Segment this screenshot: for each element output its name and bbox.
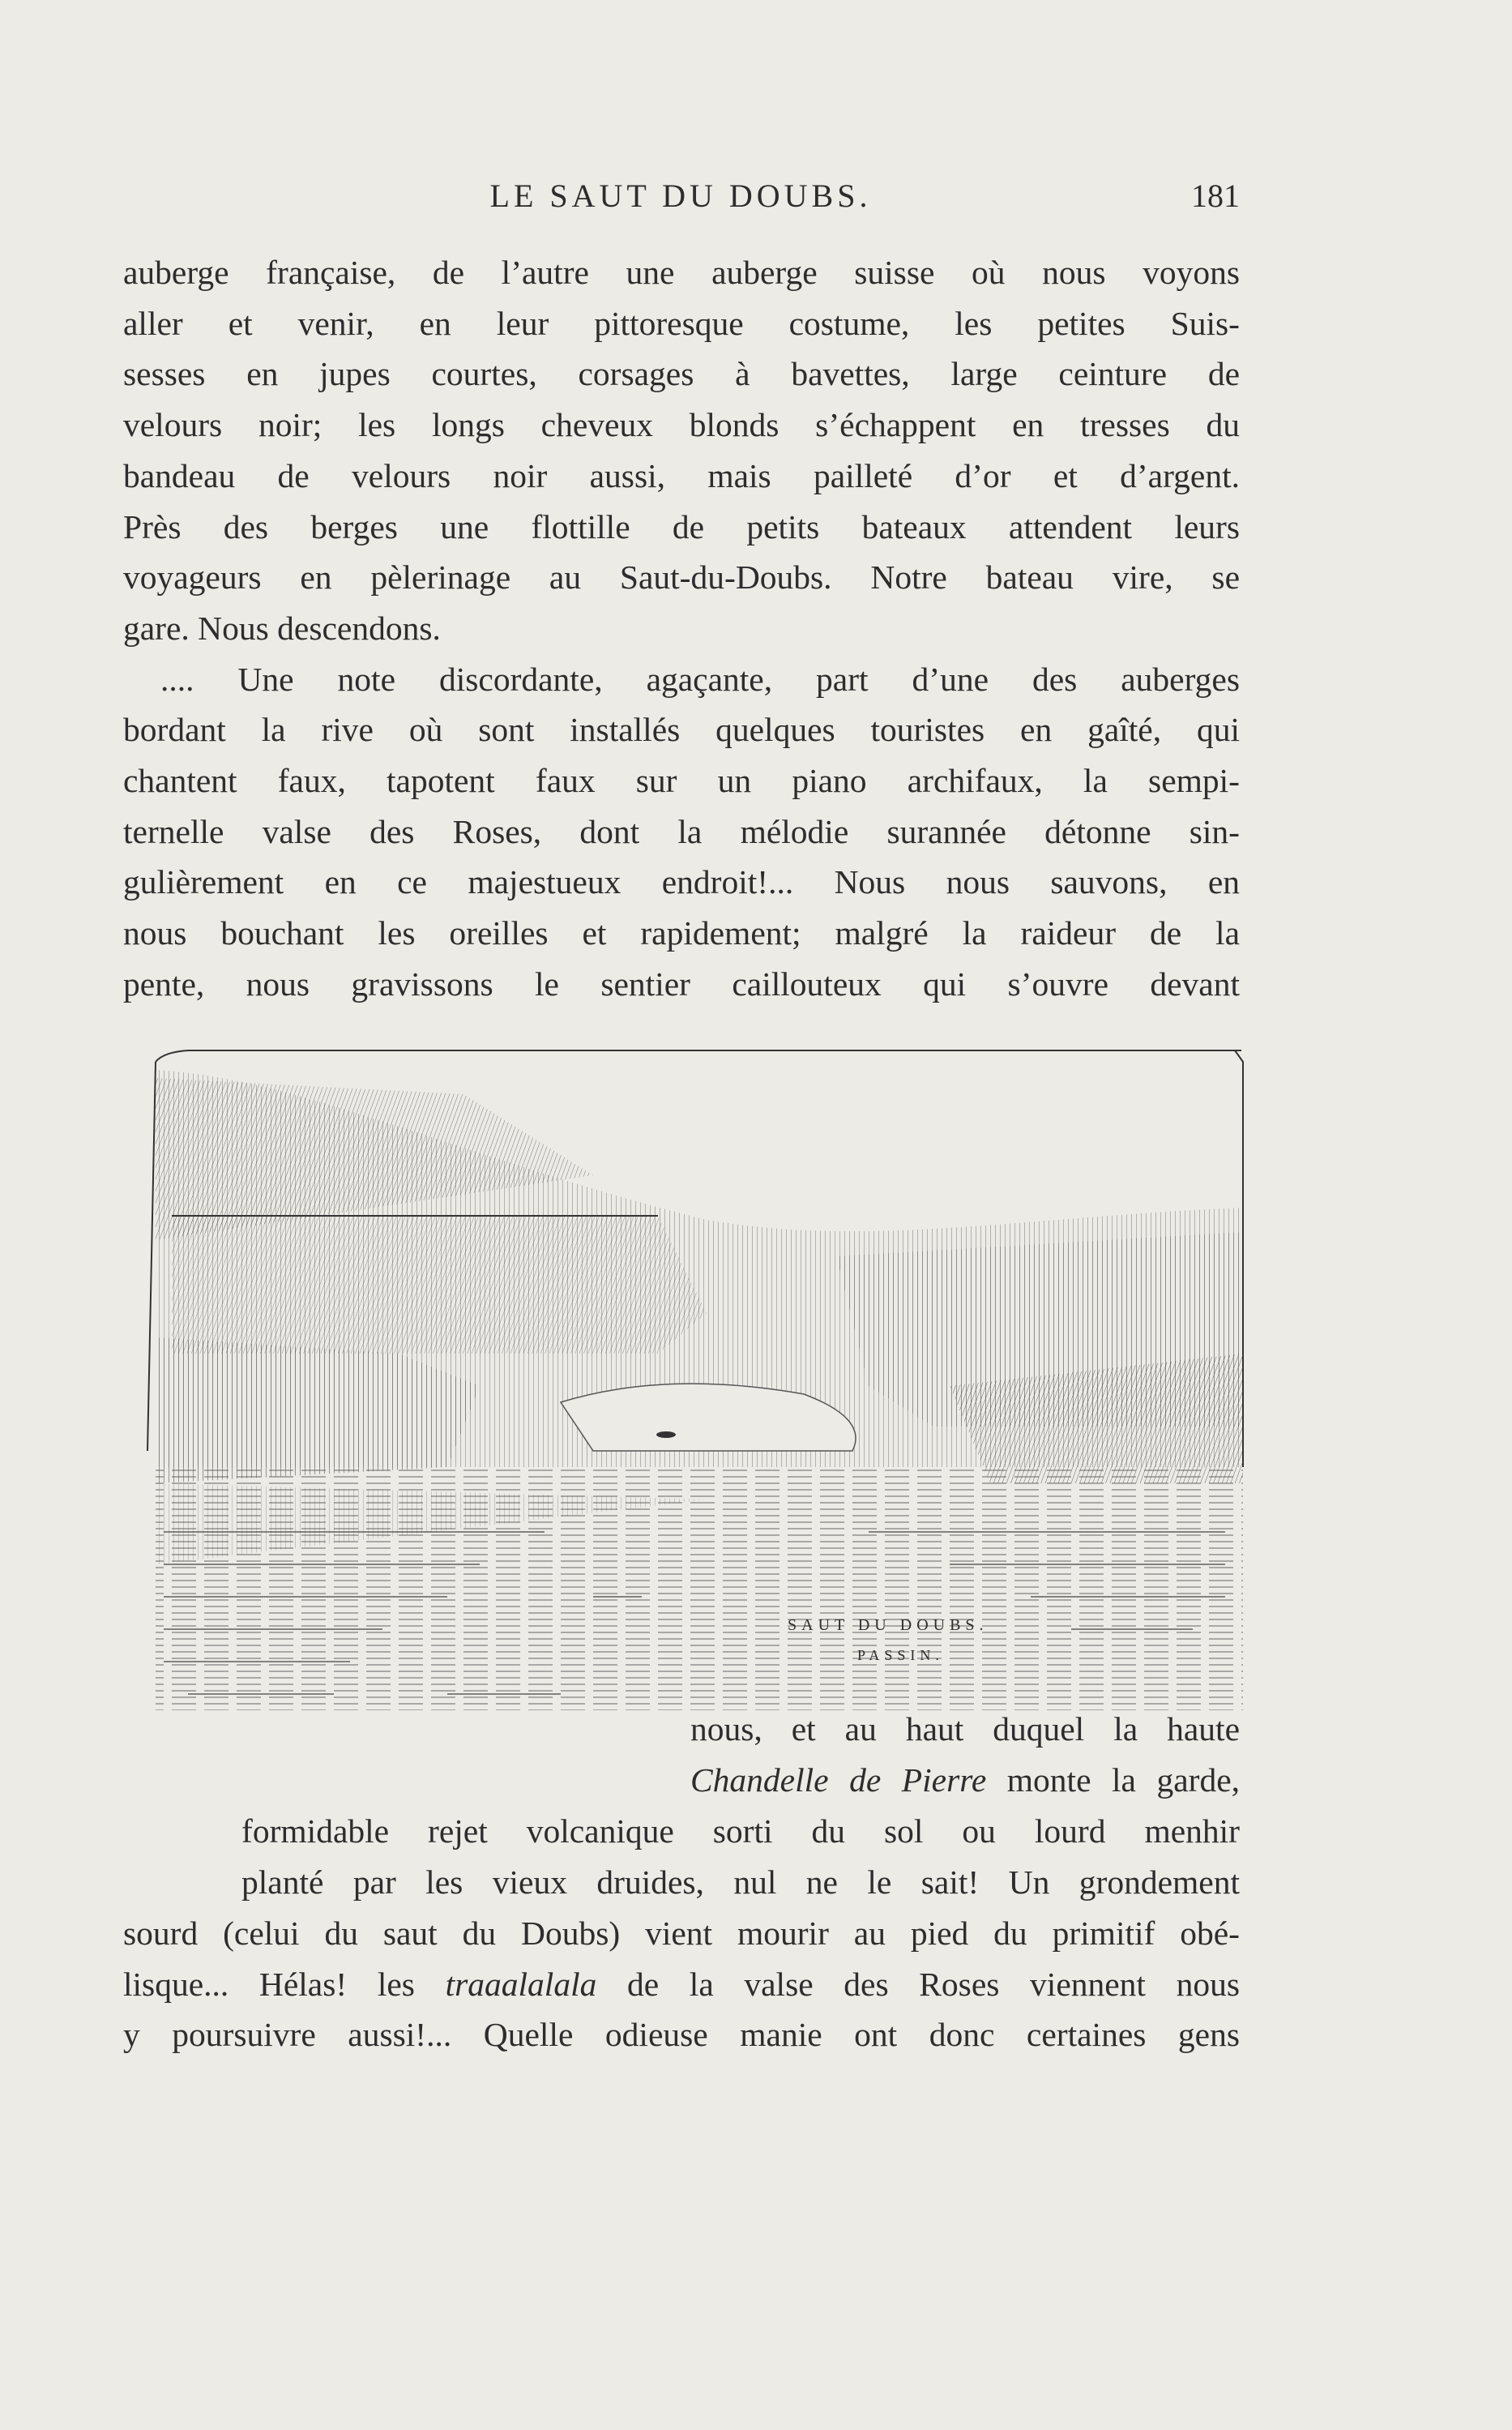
text-line xyxy=(123,1959,1240,2010)
frame-line xyxy=(156,1050,1241,1062)
text-fragment: monte la garde, xyxy=(986,1760,1240,1799)
left-cliff xyxy=(172,1216,707,1354)
text-line: voyageurs en pèlerinage au Saut-du-Doubs. Notre bateau vire, se xyxy=(123,558,1240,597)
bottom-paragraph xyxy=(123,1908,1240,2060)
text-line: bandeau de velours noir aussi, mais pailleté d’or et d’argent. xyxy=(123,456,1240,494)
italic-term: Chandelle de Pierre xyxy=(690,1760,987,1799)
text-line xyxy=(690,1755,1240,1806)
text-line: auberge française, de l’autre une auberge suisse où nous voyons xyxy=(123,254,1240,291)
text-fragment: lisque... Hélas! les xyxy=(123,1965,446,2003)
small-boat xyxy=(656,1431,676,1438)
italic-term: traaalalala xyxy=(445,1965,597,2003)
text-line: gare. Nous descendons. xyxy=(123,609,441,647)
text-line: sesses en jupes courtes, corsages à bavettes, large ceinture de xyxy=(123,355,1240,393)
text-line: pente, nous gravissons le sentier caillouteux qui s’ouvre devant xyxy=(123,965,1240,1003)
text-line: gulièrement en ce majestueux endroit!... Nous nous sauvons, en xyxy=(123,863,1240,901)
text-line: sourd (celui du saut du Doubs) vient mourir au pied du primitif obé- xyxy=(123,1914,1240,1952)
text-line: velours noir; les longs cheveux blonds s’échappent en tresses du xyxy=(123,406,1240,444)
text-line: formidable rejet volcanique sorti du sol ou lourd menhir xyxy=(241,1812,1240,1850)
text-line: nous bouchant les oreilles et rapidement; malgré la raideur de la xyxy=(123,914,1240,952)
wrapped-text-indented xyxy=(241,1806,1240,1907)
top-paragraphs xyxy=(123,247,1240,1010)
text-line: aller et venir, en leur pittoresque costume, les petites Suis- xyxy=(123,304,1240,342)
river-gorge-engraving xyxy=(139,1046,1251,1710)
figure-caption-title: SAUT DU DOUBS. xyxy=(788,1616,989,1634)
text-fragment: de la valse des Roses viennent nous xyxy=(596,1965,1240,2003)
text-line: .... Une note discordante, agaçante, part d’une des auberges xyxy=(160,660,1240,698)
text-line: ternelle valse des Roses, dont la mélodie surannée détonne sin- xyxy=(123,812,1240,850)
text-line: planté par les vieux druides, nul ne le sait! Un grondement xyxy=(241,1863,1240,1901)
engraving-illustration xyxy=(139,1046,1251,1710)
text-line: nous, et au haut duquel la haute xyxy=(690,1710,1240,1748)
wrapped-text-right xyxy=(690,1704,1240,1805)
text-line: chantent faux, tapotent faux sur un piano archifaux, la sempi- xyxy=(123,762,1240,800)
page-header xyxy=(122,177,1240,225)
text-line: Près des berges une flottille de petits bateaux attendent leurs xyxy=(123,507,1240,545)
page-number: 181 xyxy=(1191,178,1240,214)
text-line: bordant la rive où sont installés quelques touristes en gaîté, qui xyxy=(123,711,1240,749)
text-line: y poursuivre aussi!... Quelle odieuse manie ont donc certaines gens xyxy=(123,2016,1240,2054)
running-title: LE SAUT DU DOUBS. xyxy=(489,178,872,214)
figure-caption-credit: PASSIN. xyxy=(857,1647,944,1663)
